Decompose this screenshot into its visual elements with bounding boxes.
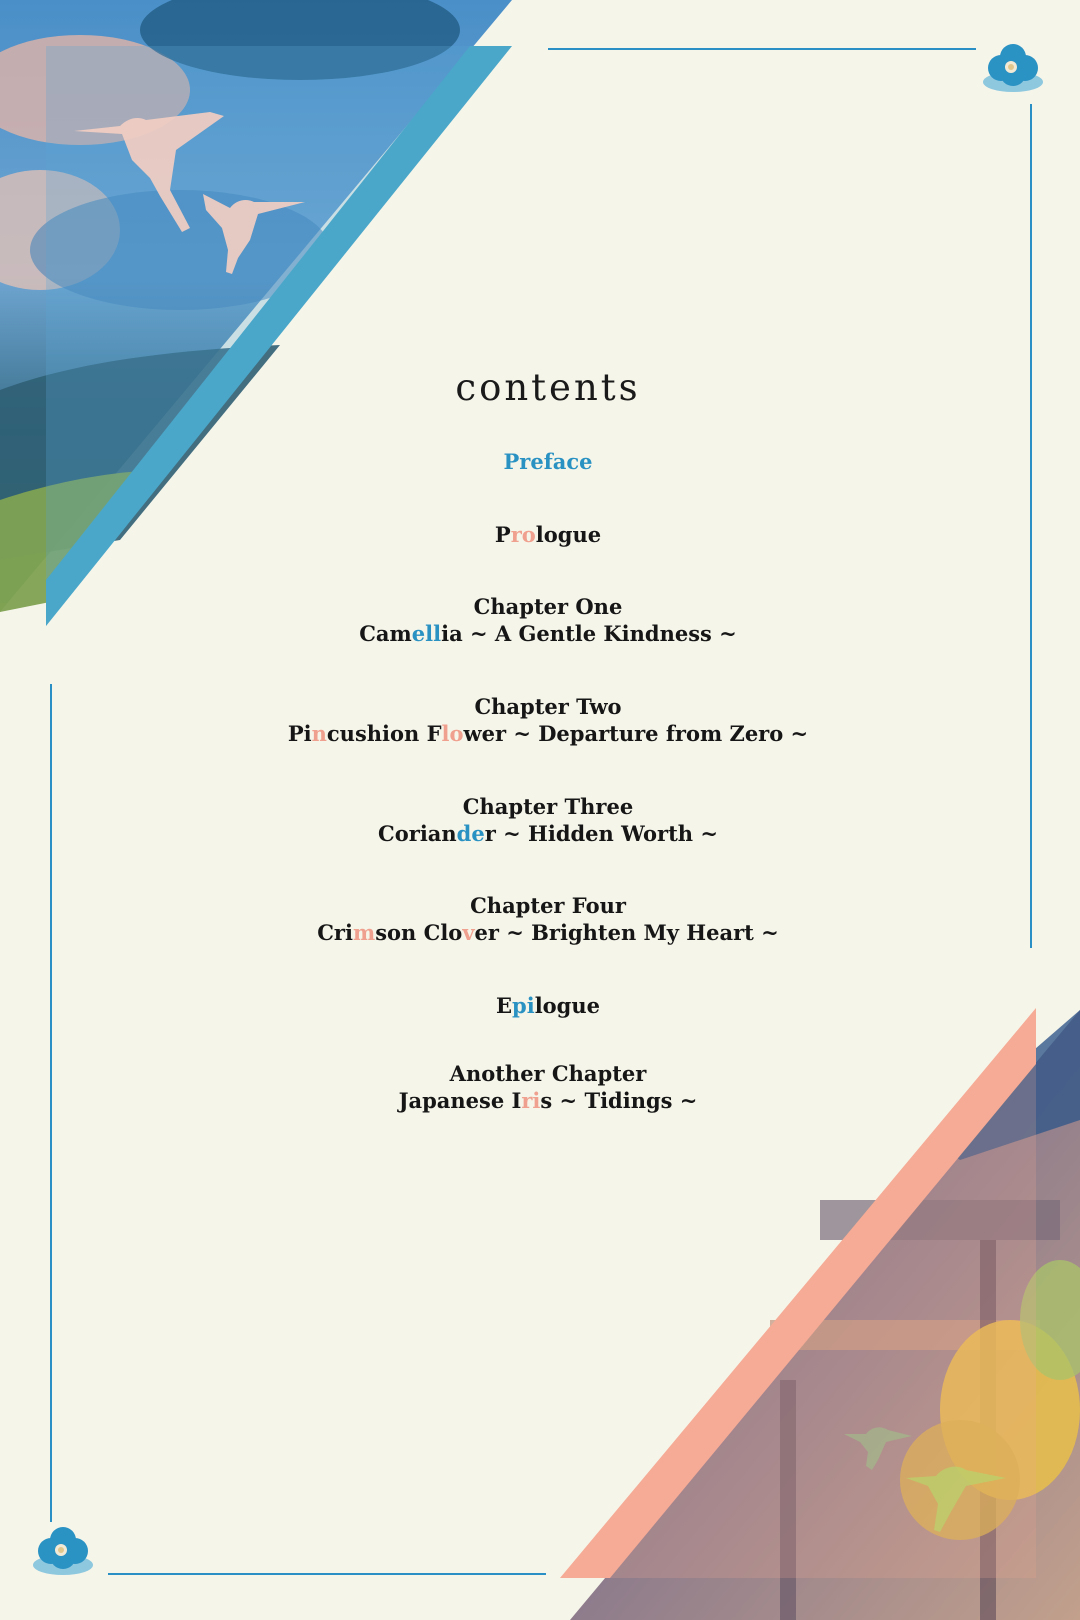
highlighted-letters: m — [352, 920, 376, 945]
toc-entry-heading — [248, 992, 848, 1019]
frame-line-top — [548, 48, 976, 50]
entry-text: Chapter Three — [462, 794, 634, 819]
toc-entry[interactable] — [248, 693, 848, 747]
toc-entry[interactable] — [248, 992, 848, 1019]
entry-text: Cri — [317, 920, 353, 945]
entry-text: s ~ Tidings ~ — [540, 1088, 698, 1113]
highlighted-letters: n — [311, 721, 327, 746]
toc-entry-heading — [248, 892, 848, 919]
toc-entry-subtitle — [248, 720, 848, 747]
toc-entry-heading — [248, 693, 848, 720]
toc-entry[interactable] — [248, 448, 848, 475]
contents-heading: contents — [455, 366, 641, 409]
toc-entry-heading — [248, 593, 848, 620]
entry-text: wer ~ Departure from Zero ~ — [463, 721, 809, 746]
toc-entry-heading — [248, 1060, 848, 1087]
highlighted-letters: ell — [411, 621, 442, 646]
toc-entry[interactable] — [248, 521, 848, 548]
highlighted-letters: v — [462, 920, 475, 945]
toc-entry-heading — [248, 521, 848, 548]
toc-entry-subtitle — [248, 620, 848, 647]
toc-entry-subtitle — [248, 919, 848, 946]
toc-entry[interactable] — [248, 593, 848, 647]
highlighted-letters: Preface — [503, 449, 593, 474]
entry-text: Chapter One — [473, 594, 623, 619]
entry-text: Japanese I — [398, 1088, 522, 1113]
highlighted-letters: pi — [512, 993, 535, 1018]
entry-text: Another Chapter — [449, 1061, 647, 1086]
entry-text: Corian — [378, 821, 457, 846]
entry-text: logue — [534, 993, 600, 1018]
entry-text: Chapter Two — [474, 694, 622, 719]
frame-line-bottom — [108, 1573, 546, 1575]
highlighted-letters: ri — [521, 1088, 541, 1113]
toc-entry-subtitle — [248, 1087, 848, 1114]
toc-entry[interactable] — [248, 892, 848, 946]
entry-text: cushion F — [326, 721, 442, 746]
highlighted-letters: ro — [510, 522, 536, 547]
toc-entry[interactable] — [248, 793, 848, 847]
toc-entry[interactable] — [248, 1060, 848, 1114]
table-of-contents — [248, 360, 848, 1113]
entry-text: logue — [535, 522, 602, 547]
entry-text: E — [496, 993, 513, 1018]
camellia-flower-icon — [981, 42, 1045, 96]
frame-line-left — [50, 684, 52, 1522]
camellia-flower-icon — [31, 1525, 95, 1579]
entry-text: Pi — [287, 721, 312, 746]
entry-text: er ~ Brighten My Heart ~ — [474, 920, 779, 945]
entry-text: Cam — [359, 621, 412, 646]
frame-line-right — [1030, 104, 1032, 948]
toc-entry-heading — [248, 448, 848, 475]
entry-text: son Clo — [375, 920, 463, 945]
entry-text: ia ~ A Gentle Kindness ~ — [441, 621, 737, 646]
highlighted-letters: de — [456, 821, 485, 846]
toc-entry-subtitle — [248, 820, 848, 847]
entry-text: Chapter Four — [470, 893, 626, 918]
entry-text: P — [494, 522, 511, 547]
toc-entry-heading — [248, 793, 848, 820]
entry-text: r ~ Hidden Worth ~ — [484, 821, 718, 846]
highlighted-letters: lo — [441, 721, 464, 746]
